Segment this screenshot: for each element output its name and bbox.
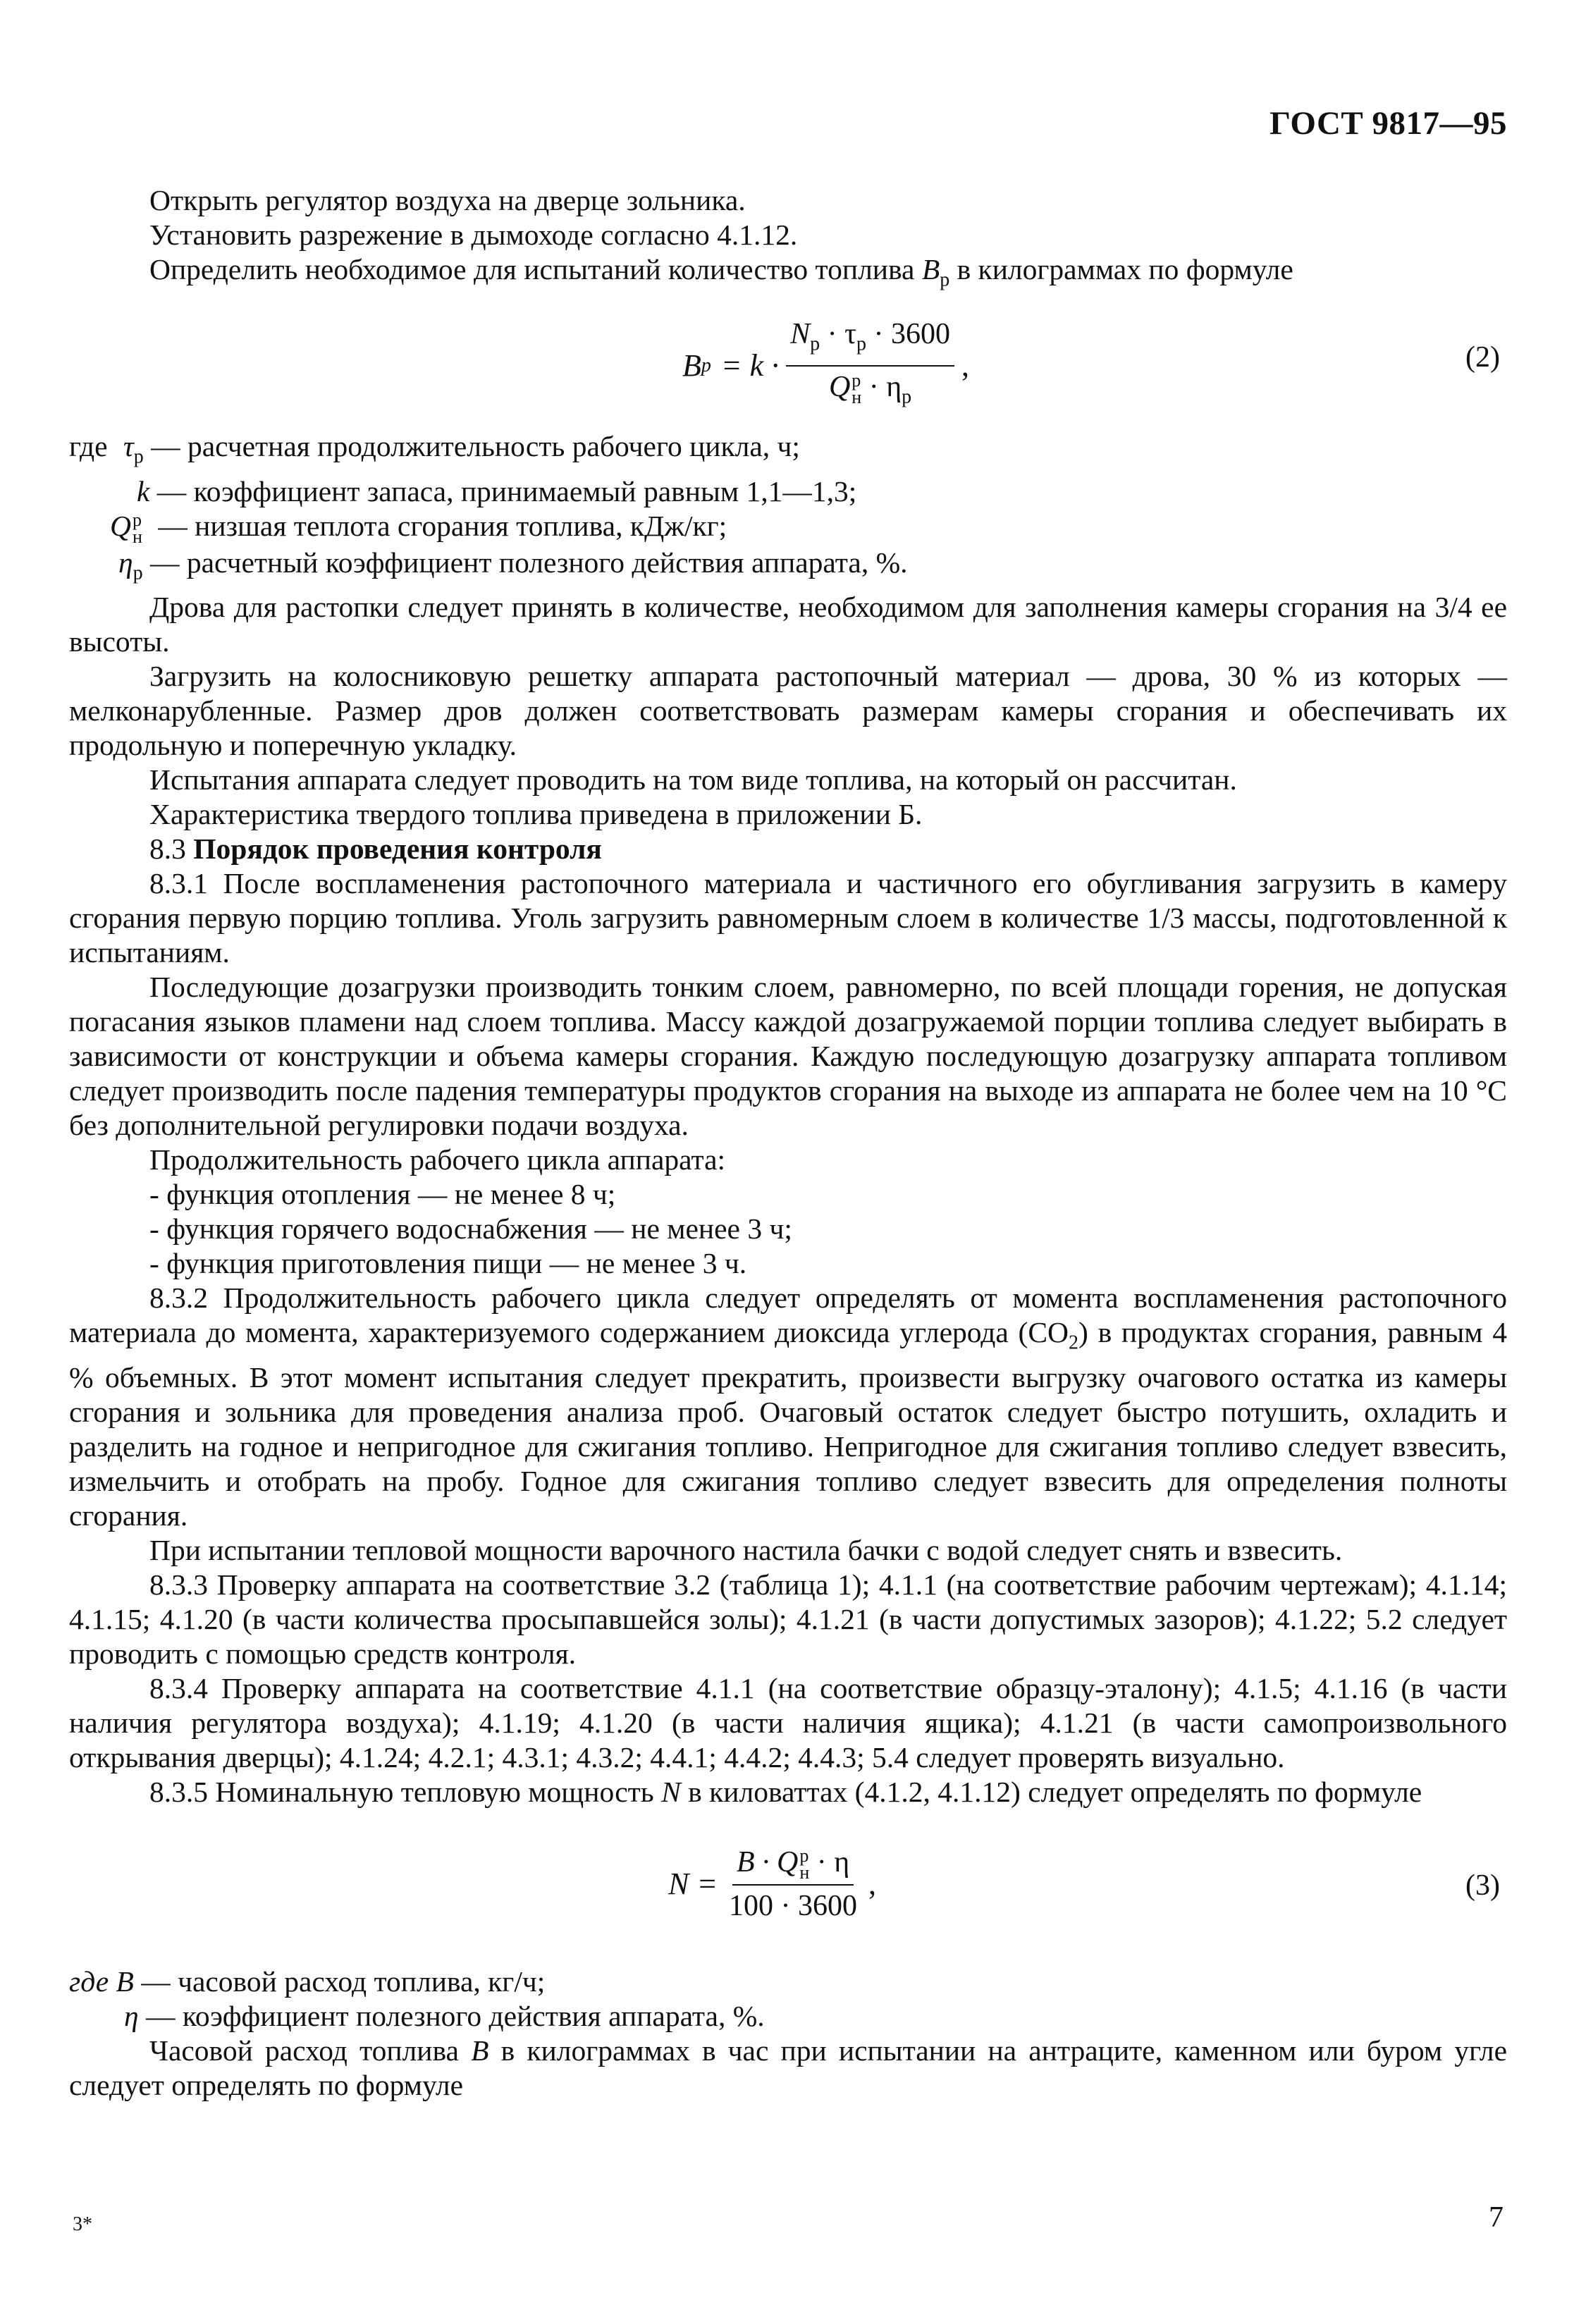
- paragraph: Продолжительность рабочего цикла аппарата:: [149, 1143, 726, 1176]
- paragraph: 8.3.1 После воспламенения растопочного материала и частичного его обугливания загрузить в камеру сгорания первую порцию топлива. Уголь загрузить равномерным слоем в количестве 1/3 массы, подготовленной к испытаниям.: [69, 867, 1507, 969]
- variable: Q: [828, 370, 851, 403]
- text-run: в киловаттах (4.1.2, 4.1.12) следует определять по формуле: [688, 1775, 1422, 1808]
- paragraph: 8.3.4 Проверку аппарата на соответствие 4.1.1 (на соответствие образцу-эталону); 4.1.5; 4.1.16 (в части наличия регулятора воздуха); 4.1.19; 4.1.20 (в части наличия ящика); 4.1.21 (в части самопроизвольного открывания дверцы); 4.1.24; 4.2.1; 4.3.1; 4.3.2; 4.4.1; 4.4.2; 4.4.3; 5.4 следует проверять визуально.: [69, 1671, 1507, 1773]
- subscript: р: [940, 269, 950, 291]
- denominator: 100 · 3600: [729, 1890, 858, 1923]
- text-run: B · Q: [736, 1845, 799, 1879]
- variable: N: [661, 1775, 681, 1808]
- legend-block-1: [69, 429, 1507, 590]
- footer-signature: 3*: [73, 2213, 92, 2235]
- formula-equals: = k ·: [720, 348, 780, 383]
- legend-item: [69, 1965, 1507, 1999]
- paragraph: Загрузить на колосниковую решетку аппарата растопочный материал — дрова, 30 % из которых — мелконарубленные. Размер дров должен соответствовать размерам камеры сгорания и обеспечивать их продольную и поперечную укладку.: [69, 660, 1507, 762]
- variable: τ: [123, 430, 134, 463]
- formula-3: [69, 1824, 1507, 1943]
- legend-item: [69, 1999, 1507, 2034]
- formula-3-expression: [668, 1845, 876, 1924]
- paragraph: Испытания аппарата следует проводить на том виде топлива, на который он рассчитан.: [149, 763, 1237, 797]
- variable: η: [124, 1999, 139, 2032]
- list-item: - функция приготовления пищи — не менее 3 ч.: [149, 1247, 747, 1280]
- variable: Q: [110, 509, 131, 542]
- text-run: — коэффициент запаса, принимаемый равным 1,1—1,3;: [156, 474, 857, 508]
- subscript: р: [133, 445, 144, 468]
- subscript: н: [799, 1862, 810, 1883]
- formula-comma: ,: [961, 348, 970, 383]
- paragraph: [69, 2034, 1507, 2103]
- supsub: [133, 512, 142, 546]
- text-run: · 3600: [873, 318, 951, 351]
- paragraph: Последующие дозагрузки производить тонким слоем, равномерно, по всей площади горения, не допуская погасания языков пламени над слоем топлива. Массу каждой дозагружаемой порции топлива следует выбирать в зависимости от конструкции и объема камеры сгорания. Каждую последующую дозагрузку аппарата топливом следует производить после падения температуры продуктов сгорания на выходе из аппарата не более чем на 10 °С без дополнительной регулировки подачи воздуха.: [69, 971, 1507, 1142]
- text-run: — коэффициент полезного действия аппарата, %.: [145, 1999, 765, 2032]
- superscript: р: [132, 510, 142, 531]
- variable: B: [921, 253, 940, 285]
- numerator: [786, 316, 954, 366]
- formula-2-expression: [682, 316, 969, 414]
- text-run: 8.3.5 Номинальную тепловую мощность: [149, 1775, 654, 1808]
- equation-number: (3): [1465, 1869, 1500, 1902]
- superscript: р: [851, 370, 861, 391]
- paragraph: Характеристика твердого топлива приведена в приложении Б.: [149, 798, 923, 831]
- paragraph: [69, 252, 1507, 297]
- variable: где B: [69, 1965, 134, 1998]
- body-text: [69, 183, 1507, 2103]
- fraction: [786, 316, 954, 414]
- paragraph: При испытании тепловой мощности варочного настила бачки с водой следует снять и взвесить.: [149, 1533, 1343, 1566]
- legend-item: [69, 509, 1507, 546]
- list-item: - функция отопления — не менее 8 ч;: [149, 1178, 616, 1211]
- paragraph: [69, 1281, 1507, 1532]
- text-run: в килограммах по формуле: [957, 253, 1293, 285]
- formula-lhs: B: [682, 348, 701, 383]
- legend-item: [69, 546, 1507, 590]
- numerator: [732, 1845, 854, 1886]
- text-run: ) в продуктах сгорания, равным 4 % объемных. В этот момент испытания следует прекратить, произвести выгрузку очагового остатка из камеры сгорания и зольника для проведения анализа проб. Очаговый остаток следует быстро потушить, охладить и разделить на годное и непригодное для сжигания топливо. Непригодное для сжигания топливо следует взвесить, измельчить и отобрать на пробу. Годное для сжигания топливо следует взвесить для определения полноты сгорания.: [69, 1316, 1507, 1532]
- paragraph: 8.3.3 Проверку аппарата на соответствие 3.2 (таблица 1); 4.1.1 (на соответствие рабочим чертежам); 4.1.14; 4.1.15; 4.1.20 (в части количества просыпавшейся золы); 4.1.21 (в части допустимых зазоров); 4.1.22; 5.2 следует проводить с помощью средств контроля.: [69, 1568, 1507, 1670]
- variable: η: [118, 546, 133, 579]
- fraction: [725, 1845, 861, 1924]
- document-header: ГОСТ 9817—95: [1269, 105, 1507, 142]
- text-run: где: [69, 430, 108, 463]
- subscript: р: [856, 333, 867, 355]
- subscript: р: [133, 562, 143, 584]
- subscript: р: [701, 355, 711, 377]
- equation-number: (2): [1465, 341, 1500, 374]
- supsub: [799, 1847, 809, 1881]
- text-run: — низшая теплота сгорания топлива, кДж/кг;: [158, 509, 727, 542]
- subscript: р: [810, 333, 820, 355]
- supsub: [851, 372, 861, 406]
- text-run: в килограммах в час при испытании на антраците, каменном или буром угле следует определять по формуле: [69, 2034, 1508, 2101]
- subscript: н: [851, 387, 862, 408]
- formula-comma: ,: [868, 1867, 877, 1902]
- section-number: 8.3: [149, 832, 186, 866]
- text-run: — часовой расход топлива, кг/ч;: [141, 1965, 546, 1998]
- superscript: р: [799, 1845, 809, 1867]
- text-run: · η: [868, 370, 902, 403]
- list-item: - функция горячего водоснабжения — не менее 3 ч;: [149, 1212, 792, 1246]
- paragraph: [69, 1775, 1507, 1809]
- denominator: [825, 367, 916, 414]
- formula-lhs: N =: [668, 1867, 718, 1902]
- text-run: · τ: [827, 318, 857, 351]
- variable: N: [790, 318, 811, 351]
- text-run: · η: [816, 1845, 850, 1879]
- subscript: р: [902, 386, 912, 408]
- paragraph: Открыть регулятор воздуха на дверце зольника.: [149, 184, 746, 216]
- section-title: Порядок проведения контроля: [193, 832, 602, 866]
- text-run: — расчетный коэффициент полезного действия аппарата, %.: [149, 546, 908, 579]
- page-number: 7: [1489, 2201, 1504, 2234]
- paragraph: Установить разрежение в дымоходе согласно 4.1.12.: [149, 219, 798, 251]
- text-run: 8.3.2 Продолжительность рабочего цикла следует определять от момента воспламенения растопочного материала до момента, характеризуемого содержанием диоксида углерода (СО: [69, 1281, 1507, 1349]
- text-run: Часовой расход топлива: [149, 2034, 459, 2067]
- text-run: — расчетная продолжительность рабочего цикла, ч;: [151, 430, 800, 463]
- legend-item: [69, 429, 1507, 474]
- paragraph: Дрова для растопки следует принять в количестве, необходимом для заполнения камеры сгорания на 3/4 ее высоты.: [69, 591, 1507, 658]
- subscript: н: [132, 527, 142, 548]
- variable: B: [471, 2034, 489, 2067]
- legend-block-2: [69, 1965, 1507, 2034]
- formula-2: [69, 304, 1507, 417]
- subscript: 2: [1069, 1332, 1079, 1354]
- legend-item: [69, 474, 1507, 509]
- variable: k: [137, 474, 150, 508]
- section-heading: [69, 832, 1507, 866]
- text-run: Определить необходимое для испытаний количество топлива: [149, 253, 915, 285]
